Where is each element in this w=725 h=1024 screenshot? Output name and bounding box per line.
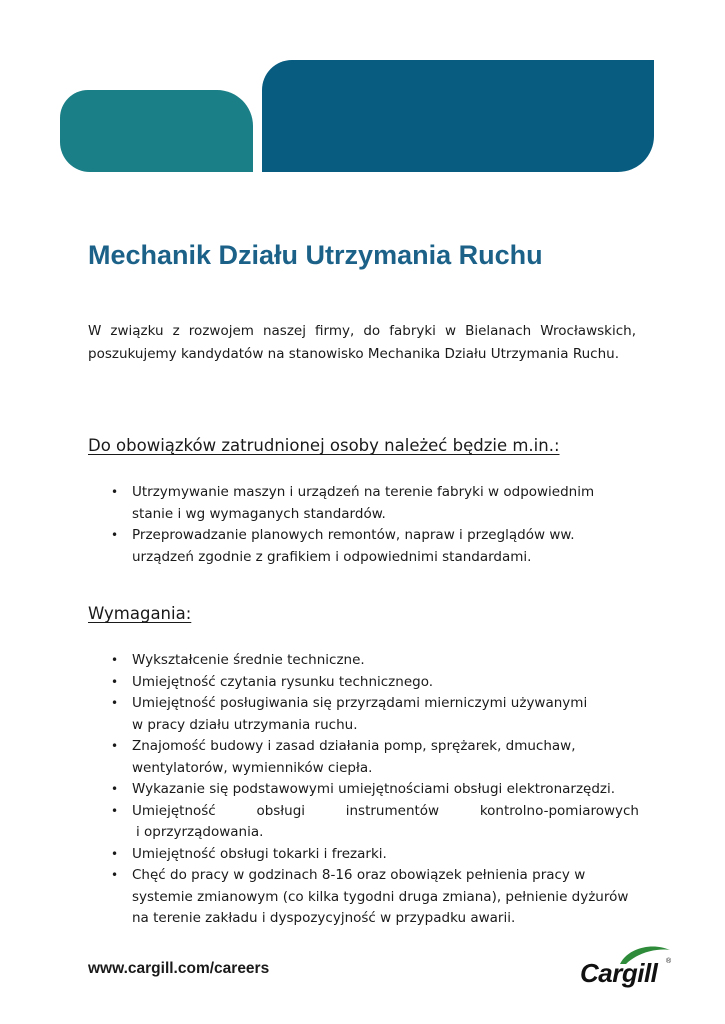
duties-heading: Do obowiązków zatrudnionej osoby należeć będzie m.in.:: [88, 436, 560, 455]
list-item-text: Znajomość budowy i zasad działania pomp, sprężarek, dmuchaw,: [132, 738, 576, 754]
header-banner-right: [262, 60, 654, 172]
list-item: [111, 801, 639, 844]
list-item-text: Umiejętność posługiwania się przyrządami mierniczymi używanymi: [132, 695, 588, 711]
intro-paragraph: W związku z rozwojem naszej firmy, do fabryki w Bielanach Wrocławskich, poszukujemy kandydatów na stanowisko Mechanika Działu Utrzymania Ruchu.: [88, 323, 636, 362]
bullet-icon: •: [111, 653, 119, 667]
list-item-text: i oprzyrządowania.: [136, 824, 264, 840]
list-item: [111, 482, 611, 525]
list-item: [111, 779, 639, 801]
bullet-icon: •: [111, 485, 119, 499]
list-item-text: urządzeń zgodnie z grafikiem i odpowiednimi standardami.: [132, 548, 532, 565]
duties-list: [111, 482, 611, 568]
cargill-logo: [578, 944, 676, 992]
bullet-icon: •: [111, 674, 119, 689]
list-item-text: Wykształcenie średnie techniczne.: [132, 652, 365, 668]
bullet-icon: •: [111, 803, 119, 818]
list-item-text: Chęć do pracy w godzinach 8-16 oraz obowiązek pełnienia pracy w: [132, 867, 586, 883]
list-item-text: Umiejętność obsługi instrumentów kontrolno-pomiarowych: [132, 802, 639, 819]
list-item-text: na terenie zakładu i dyspozycyjność w przypadku awarii.: [132, 910, 516, 926]
bullet-icon: •: [111, 868, 119, 882]
list-item: [111, 844, 639, 866]
bullet-icon: •: [111, 846, 119, 861]
list-item-text: Umiejętność czytania rysunku technicznego.: [132, 673, 434, 690]
bullet-icon: •: [111, 739, 119, 753]
requirements-list: [111, 650, 639, 930]
list-item: [111, 525, 611, 568]
list-item-text: wentylatorów, wymienników ciepła.: [132, 759, 373, 776]
list-item: [111, 650, 639, 672]
list-item-text: Wykazanie się podstawowymi umiejętnościami obsługi elektronarzędzi.: [132, 781, 616, 797]
logo-wordmark: Cargill: [580, 958, 658, 988]
requirements-heading: Wymagania:: [88, 604, 192, 623]
list-item: [111, 736, 639, 779]
list-item-text: w pracy działu utrzymania ruchu.: [132, 716, 358, 733]
list-item-text: stanie i wg wymaganych standardów.: [132, 505, 386, 522]
list-item-text: Umiejętność obsługi tokarki i frezarki.: [132, 845, 387, 862]
header-banner-left: [60, 90, 253, 172]
bullet-icon: •: [111, 696, 119, 710]
list-item-text: Utrzymywanie maszyn i urządzeń na terenie fabryki w odpowiednim: [132, 484, 595, 500]
bullet-icon: •: [111, 782, 119, 796]
list-item: [111, 672, 639, 694]
careers-url: www.cargill.com/careers: [88, 960, 270, 977]
list-item-text: systemie zmianowym (co kilka tygodni druga zmiana), pełnienie dyżurów: [132, 888, 629, 905]
registered-mark: ®: [666, 958, 672, 965]
list-item: [111, 865, 639, 930]
bullet-icon: •: [111, 528, 119, 542]
list-item-text: Przeprowadzanie planowych remontów, napraw i przeglądów ww.: [132, 527, 575, 543]
page-title: Mechanik Działu Utrzymania Ruchu: [88, 240, 543, 270]
list-item: [111, 693, 639, 736]
